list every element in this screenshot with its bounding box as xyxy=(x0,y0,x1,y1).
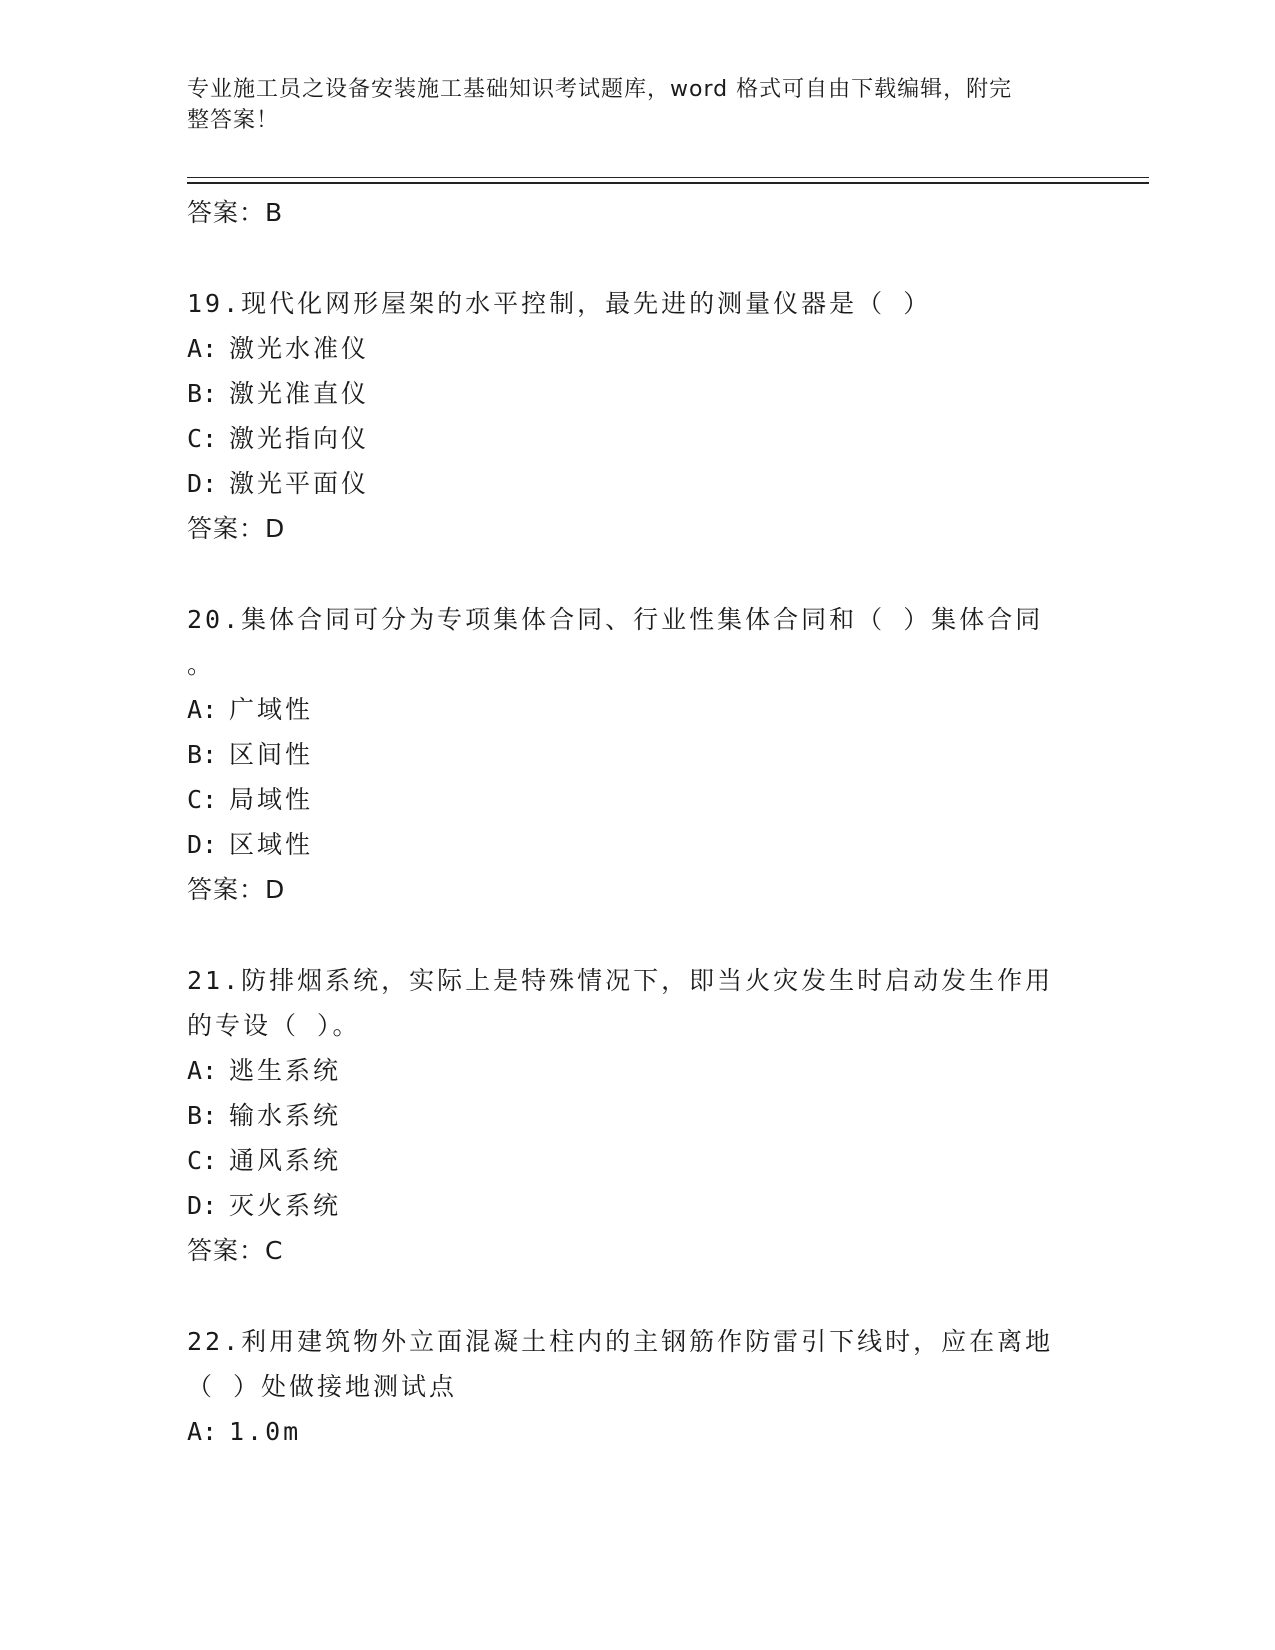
header-rule-thick xyxy=(187,182,1149,184)
option-text: 通风系统 xyxy=(229,1146,342,1175)
question-text-continued: 。 xyxy=(187,650,216,679)
option-c xyxy=(187,1138,1067,1183)
option-text: 广域性 xyxy=(229,695,314,724)
question-block xyxy=(187,958,1067,1273)
question-block xyxy=(187,1319,1067,1454)
option-key: B: xyxy=(187,740,218,769)
option-key: C: xyxy=(187,1146,218,1175)
question-block xyxy=(187,281,1067,551)
option-key: B: xyxy=(187,1101,218,1130)
option-text: 灭火系统 xyxy=(229,1191,342,1220)
option-key: A: xyxy=(187,1417,218,1446)
answer-line: 答案：D xyxy=(187,875,286,904)
option-key: B: xyxy=(187,379,218,408)
option-key: D: xyxy=(187,1191,218,1220)
option-c xyxy=(187,416,1067,461)
question-text: 22.利用建筑物外立面混凝土柱内的主钢筋作防雷引下线时，应在离地 xyxy=(187,1327,1054,1356)
option-text: 逃生系统 xyxy=(229,1056,342,1085)
document-header xyxy=(187,74,1057,136)
spacer xyxy=(187,912,1067,958)
option-key: D: xyxy=(187,830,218,859)
option-d xyxy=(187,822,1067,867)
answer-line: 答案：C xyxy=(187,1236,284,1265)
question-text: 20.集体合同可分为专项集体合同、行业性集体合同和（ ）集体合同 xyxy=(187,605,1044,634)
spacer xyxy=(187,235,1067,281)
header-line-2: 整答案！ xyxy=(187,108,280,133)
option-b xyxy=(187,732,1067,777)
question-text: 21.防排烟系统，实际上是特殊情况下，即当火灾发生时启动发生作用 xyxy=(187,966,1054,995)
option-text: 区间性 xyxy=(229,740,314,769)
header-rule-thin xyxy=(187,177,1149,178)
option-key: D: xyxy=(187,469,218,498)
option-key: A: xyxy=(187,334,218,363)
option-b xyxy=(187,371,1067,416)
option-text: 激光准直仪 xyxy=(229,379,370,408)
option-b xyxy=(187,1093,1067,1138)
spacer xyxy=(187,1273,1067,1319)
question-list xyxy=(187,190,1067,1454)
option-key: C: xyxy=(187,424,218,453)
option-text: 激光平面仪 xyxy=(229,469,370,498)
option-a xyxy=(187,326,1067,371)
option-text: 1.0m xyxy=(229,1417,302,1446)
option-text: 输水系统 xyxy=(229,1101,342,1130)
answer-line: 答案：D xyxy=(187,514,286,543)
option-text: 激光指向仪 xyxy=(229,424,370,453)
option-text: 激光水准仪 xyxy=(229,334,370,363)
question-text-continued: （ ）处做接地测试点 xyxy=(187,1372,458,1401)
option-d xyxy=(187,461,1067,506)
answer-line: 答案：B xyxy=(187,198,284,227)
option-key: C: xyxy=(187,785,218,814)
option-text: 区域性 xyxy=(229,830,314,859)
question-block xyxy=(187,597,1067,912)
option-key: A: xyxy=(187,1056,218,1085)
question-text-continued: 的专设（ ）。 xyxy=(187,1011,361,1040)
option-a xyxy=(187,1409,1067,1454)
option-text: 局域性 xyxy=(229,785,314,814)
spacer xyxy=(187,551,1067,597)
option-c xyxy=(187,777,1067,822)
option-a xyxy=(187,687,1067,732)
header-line-1: 专业施工员之设备安装施工基础知识考试题库，word 格式可自由下载编辑，附完 xyxy=(187,77,1013,102)
option-d xyxy=(187,1183,1067,1228)
option-key: A: xyxy=(187,695,218,724)
option-a xyxy=(187,1048,1067,1093)
question-text: 19.现代化网形屋架的水平控制，最先进的测量仪器是（ ） xyxy=(187,289,932,318)
